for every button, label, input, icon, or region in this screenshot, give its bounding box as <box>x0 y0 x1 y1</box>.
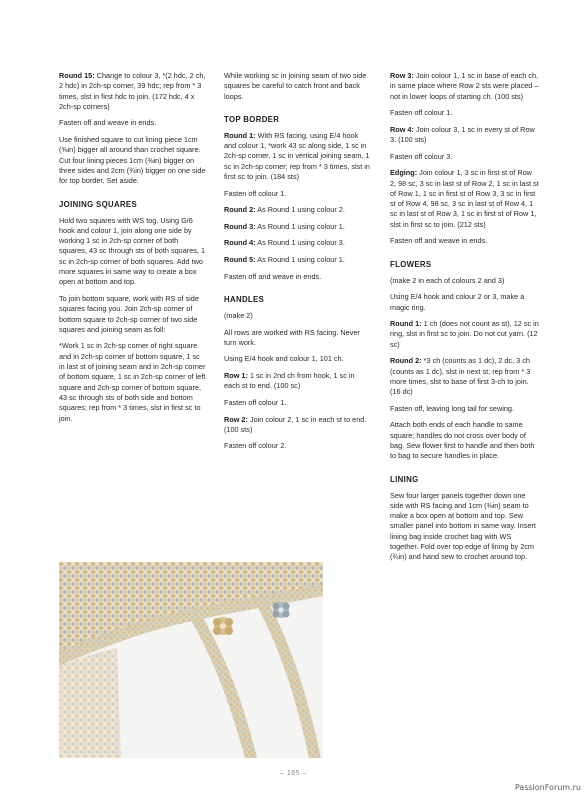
paragraph-flower-round-2 <box>390 356 540 397</box>
paragraph-handle-row-4 <box>390 125 540 146</box>
label-handle-row-2: Row 2: <box>224 414 248 424</box>
label-flower-round-1: Round 1: <box>390 319 422 329</box>
heading-lining: LINING <box>390 474 419 484</box>
paragraph-handle-row-1 <box>224 371 372 392</box>
paragraph-make-flowers: (make 2 in each of colours 2 and 3) <box>390 275 505 285</box>
paragraph-fasten-colour-1: Fasten off colour 1. <box>224 188 287 198</box>
heading-joining-squares: JOINING SQUARES <box>59 199 138 209</box>
label-round-15: Round 15: <box>59 71 95 80</box>
paragraph-lining-cut: Use finished square to cut lining piece 1cm (⅜in) bigger all around than crochet square. Cut four lining pieces 1cm (⅜in) bigger on three sides and 2cm (¾in) bigger on one side for top border. Set aside. <box>59 135 206 186</box>
paragraph-magic-ring: Using E/4 hook and colour 2 or 3, make a magic ring. <box>390 292 525 312</box>
label-border-round-2: Round 2: <box>224 205 256 215</box>
flower-icon <box>273 602 290 618</box>
paragraph-attach-handles: Attach both ends of each handle to same square; handles do not cross over body of bag. Sew flower first to handle and then both to bag to secure handles in place. <box>390 420 535 461</box>
label-flower-round-2: Round 2: <box>390 356 422 366</box>
heading-flowers: FLOWERS <box>390 259 432 269</box>
paragraph-handle-row-3 <box>390 71 540 102</box>
label-handle-row-3: Row 3: <box>390 71 414 80</box>
text-border-round-3: As Round 1 using colour 1. <box>255 221 345 231</box>
text-edging: Join colour 1, 3 sc in first st of Row 2, 98 sc, 3 sc in last st of Row 2, 1 sc in last st of Row 1, 1 sc in first st of Row 3, 3 sc in first st of Row 4, 98 sc, 3 sc in last st of Row 4, 1 sc in last st of Row 3, 1 sc in first st of Row 1, slst in first sc to join. (212 sts) <box>390 168 539 229</box>
paragraph-fasten-colour-3: Fasten off colour 3. <box>390 151 453 161</box>
text-column-3 <box>390 71 540 569</box>
paragraph-fasten-weave: Fasten off and weave in ends. <box>224 271 322 281</box>
text-border-round-2: As Round 1 using colour 2. <box>255 205 345 215</box>
text-handle-row-4: Join colour 3, 1 sc in every st of Row 3. (100 sts) <box>390 124 535 145</box>
paragraph-border-round-4 <box>224 238 372 248</box>
paragraph-border-round-1 <box>224 131 372 182</box>
paragraph-fasten-weave-2: Fasten off and weave in ends. <box>390 236 488 246</box>
flower-icon <box>213 617 233 635</box>
text-border-round-1: With RS facing, using E/4 hook and colour 1, *work 43 sc along side, 1 sc in 2ch-sp corner, 1 sc in vertical joining seam, 1 sc in 2ch-sp corner; rep from * 3 times, slst in first sc to join. (184 sts) <box>224 130 370 182</box>
text-column-1 <box>59 71 207 430</box>
paragraph-fasten-off: Fasten off and weave in ends. <box>59 118 157 128</box>
paragraph-handle-row-2 <box>224 415 372 436</box>
paragraph-edging <box>390 168 540 230</box>
paragraph-flower-round-1 <box>390 319 540 350</box>
heading-handles: HANDLES <box>224 294 265 304</box>
paragraph-border-round-5 <box>224 255 372 265</box>
label-border-round-4: Round 4: <box>224 238 256 248</box>
paragraph-long-tail: Fasten off, leaving long tail for sewing. <box>390 403 514 413</box>
text-border-round-5: As Round 1 using colour 1. <box>255 255 345 265</box>
paragraph-make-2: (make 2) <box>224 310 253 320</box>
paragraph-fasten-colour-1-b: Fasten off colour 1. <box>224 397 287 407</box>
text-border-round-4: As Round 1 using colour 3. <box>255 238 345 248</box>
text-handle-row-1: 1 sc in 2nd ch from hook, 1 sc in each st to end. (100 sc) <box>224 371 355 391</box>
page-number: – 165 – <box>280 770 307 777</box>
label-border-round-5: Round 5: <box>224 255 256 265</box>
label-border-round-1: Round 1: <box>224 130 256 140</box>
text-flower-round-1: 1 ch (does not count as st), 12 sc in ring, slst in first sc to join. Do not cut yarn. (12 sc) <box>390 319 539 349</box>
crochet-bag-photo <box>59 562 323 758</box>
label-handle-row-4: Row 4: <box>390 124 414 134</box>
paragraph-border-round-3 <box>224 222 372 232</box>
paragraph-hold-squares: Hold two squares with WS tog. Using G/6 hook and colour 1, join along one side by working 1 sc in 2ch-sp corner of both squares, 43 sc through sts of both squares, 1 sc in 2ch-sp corner of both squares. Add two more squares in same way to create a box open at bottom and top. <box>59 215 206 287</box>
text-handle-row-3: Join colour 1, 1 sc in base of each ch, in same place where Row 2 sts were placed – not in lower loops of starting ch. (100 sts) <box>390 71 539 101</box>
text-flower-round-2: *3 ch (counts as 1 dc), 2 dc, 3 ch (counts as 1 dc), slst in next st; rep from * 3 more times, slst to base of first 3-ch to join. (16 dc) <box>390 356 531 397</box>
label-border-round-3: Round 3: <box>224 221 256 231</box>
paragraph-fasten-colour-1-c: Fasten off colour 1. <box>390 108 453 118</box>
paragraph-join-bottom: To join bottom square, work with RS of side squares facing you. Join 2ch-sp corner of bottom square to 2ch-sp corner of two side squares and joining seam as foll: <box>59 293 199 334</box>
paragraph-using-hook: Using E/4 hook and colour 1, 101 ch. <box>224 354 344 364</box>
paragraph-while-working: While working sc in joining seam of two side squares be careful to catch front and back loops. <box>224 71 367 101</box>
label-handle-row-1: Row 1: <box>224 371 248 381</box>
label-edging: Edging: <box>390 168 418 178</box>
paragraph-sew-panels: Sew four larger panels together down one side with RS facing and 1cm (⅜in) seam to make a box open at bottom and top. Sew smaller panel into bottom in same way. Insert lining bag inside crochet bag with WS together. Fold over top edge of lining by 2cm (¾in) and hand sew to crochet around top. <box>390 490 536 562</box>
paragraph-border-round-2 <box>224 205 372 215</box>
text-round-15: Change to colour 3, *(2 hdc, 2 ch, 2 hdc) in 2ch-sp corner, 39 hdc; rep from * 3 times, slst in first hdc to join. (172 hdc, 4 x 2ch-sp corners) <box>59 71 206 111</box>
heading-top-border: TOP BORDER <box>224 114 280 124</box>
text-handle-row-2: Join colour 2, 1 sc in each st to end. (100 sts) <box>224 414 367 434</box>
paragraph-fasten-colour-2: Fasten off colour 2. <box>224 441 287 451</box>
text-column-2 <box>224 71 372 458</box>
watermark: PassionForum.ru <box>514 783 581 792</box>
paragraph-round-15 <box>59 71 207 112</box>
paragraph-rs-facing: All rows are worked with RS facing. Never turn work. <box>224 327 360 347</box>
crochet-bag-illustration <box>59 562 323 758</box>
paragraph-work-sc: *Work 1 sc in 2ch-sp corner of right square and in 2ch-sp corner of bottom square, 1 sc in last st of joining seam and in 2ch-sp corner of bottom square, 1 sc in 2ch-sp corner of left square and 2ch-sp corner of bottom square, 43 sc through sts of both side and bottom squares; rep from * 3 times, slst in first sc to join. <box>59 341 206 423</box>
